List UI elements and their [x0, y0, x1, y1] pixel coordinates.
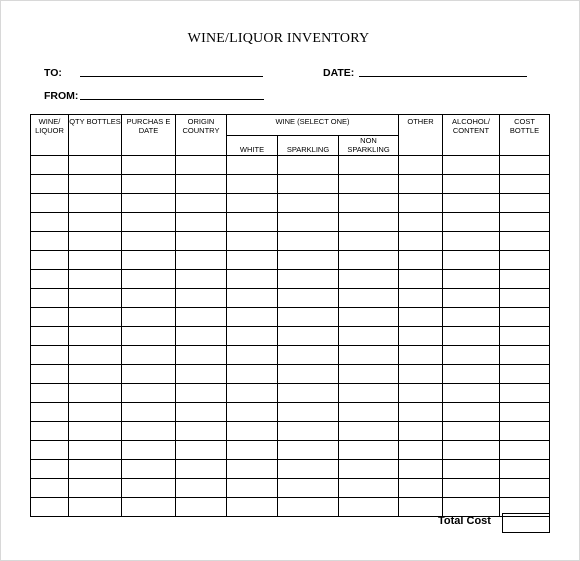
cell-origin-country[interactable] — [176, 441, 227, 460]
header-alcohol-content: ALCOHOL/ CONTENT — [443, 115, 500, 156]
cell-purchase-date[interactable] — [122, 365, 176, 384]
cell-other[interactable] — [399, 460, 443, 479]
from-field[interactable] — [80, 99, 264, 100]
cell-alcohol-content[interactable] — [443, 213, 500, 232]
cell-cost-bottle[interactable] — [500, 289, 550, 308]
cell-cost-bottle[interactable] — [500, 441, 550, 460]
cell-purchase-date[interactable] — [122, 384, 176, 403]
cell-origin-country[interactable] — [176, 251, 227, 270]
cell-cost-bottle[interactable] — [500, 270, 550, 289]
cell-wine-liquor[interactable] — [31, 156, 69, 175]
inventory-table — [30, 114, 550, 517]
from-label: FROM: — [44, 90, 79, 102]
cell-sparkling[interactable] — [278, 289, 339, 308]
table-row — [31, 289, 550, 308]
cell-origin-country[interactable] — [176, 384, 227, 403]
cell-other[interactable] — [399, 251, 443, 270]
cell-sparkling[interactable] — [278, 175, 339, 194]
cell-cost-bottle[interactable] — [500, 175, 550, 194]
cell-qty-bottles[interactable] — [69, 479, 122, 498]
cell-other[interactable] — [399, 156, 443, 175]
form-title: WINE/LIQUOR INVENTORY — [187, 31, 370, 46]
cell-white[interactable] — [227, 479, 278, 498]
cell-wine-liquor[interactable] — [31, 270, 69, 289]
cell-sparkling[interactable] — [278, 365, 339, 384]
cell-purchase-date[interactable] — [122, 251, 176, 270]
cell-alcohol-content[interactable] — [443, 460, 500, 479]
cell-qty-bottles[interactable] — [69, 289, 122, 308]
cell-alcohol-content[interactable] — [443, 365, 500, 384]
cell-purchase-date[interactable] — [122, 422, 176, 441]
cell-non-sparkling[interactable] — [339, 175, 399, 194]
total-cost-label: Total Cost — [438, 515, 491, 527]
cell-qty-bottles[interactable] — [69, 422, 122, 441]
table-row — [31, 422, 550, 441]
cell-white[interactable] — [227, 251, 278, 270]
cell-origin-country[interactable] — [176, 346, 227, 365]
cell-white[interactable] — [227, 289, 278, 308]
date-label: DATE: — [323, 67, 355, 79]
cell-wine-liquor[interactable] — [31, 422, 69, 441]
to-field[interactable] — [80, 76, 263, 77]
cell-origin-country[interactable] — [176, 403, 227, 422]
cell-other[interactable] — [399, 289, 443, 308]
cell-sparkling[interactable] — [278, 156, 339, 175]
cell-wine-liquor[interactable] — [31, 479, 69, 498]
cell-alcohol-content[interactable] — [443, 327, 500, 346]
cell-wine-liquor[interactable] — [31, 498, 69, 517]
cell-purchase-date[interactable] — [122, 289, 176, 308]
cell-cost-bottle[interactable] — [500, 194, 550, 213]
table-row — [31, 232, 550, 251]
cell-sparkling[interactable] — [278, 327, 339, 346]
header-non-sparkling: NON SPARKLING — [339, 136, 399, 156]
table-row — [31, 384, 550, 403]
table-row — [31, 213, 550, 232]
cell-white[interactable] — [227, 175, 278, 194]
cell-qty-bottles[interactable] — [69, 213, 122, 232]
cell-alcohol-content[interactable] — [443, 498, 500, 517]
cell-other[interactable] — [399, 479, 443, 498]
cell-purchase-date[interactable] — [122, 175, 176, 194]
cell-alcohol-content[interactable] — [443, 479, 500, 498]
cell-cost-bottle[interactable] — [500, 460, 550, 479]
header-cost-bottle: COST BOTTLE — [500, 115, 550, 156]
cell-non-sparkling[interactable] — [339, 289, 399, 308]
cell-sparkling[interactable] — [278, 460, 339, 479]
cell-qty-bottles[interactable] — [69, 175, 122, 194]
cell-alcohol-content[interactable] — [443, 270, 500, 289]
cell-other[interactable] — [399, 232, 443, 251]
cell-cost-bottle[interactable] — [500, 384, 550, 403]
date-field[interactable] — [359, 76, 527, 77]
table-row — [31, 251, 550, 270]
cell-origin-country[interactable] — [176, 270, 227, 289]
cell-wine-liquor[interactable] — [31, 213, 69, 232]
cell-purchase-date[interactable] — [122, 308, 176, 327]
cell-non-sparkling[interactable] — [339, 194, 399, 213]
cell-alcohol-content[interactable] — [443, 289, 500, 308]
cell-cost-bottle[interactable] — [500, 403, 550, 422]
cell-cost-bottle[interactable] — [500, 479, 550, 498]
cell-non-sparkling[interactable] — [339, 479, 399, 498]
cell-non-sparkling[interactable] — [339, 232, 399, 251]
cell-white[interactable] — [227, 384, 278, 403]
cell-sparkling[interactable] — [278, 232, 339, 251]
table-row — [31, 346, 550, 365]
cell-origin-country[interactable] — [176, 365, 227, 384]
cell-white[interactable] — [227, 327, 278, 346]
cell-qty-bottles[interactable] — [69, 384, 122, 403]
cell-alcohol-content[interactable] — [443, 403, 500, 422]
cell-cost-bottle[interactable] — [500, 213, 550, 232]
cell-cost-bottle[interactable] — [500, 422, 550, 441]
header-white: WHITE — [227, 136, 278, 156]
header-purchase-date: PURCHAS E DATE — [122, 115, 176, 156]
header-wine-select: WINE (SELECT ONE) — [227, 115, 399, 136]
table-row — [31, 327, 550, 346]
cell-purchase-date[interactable] — [122, 156, 176, 175]
cell-other[interactable] — [399, 403, 443, 422]
cell-purchase-date[interactable] — [122, 403, 176, 422]
cell-non-sparkling[interactable] — [339, 460, 399, 479]
cell-other[interactable] — [399, 175, 443, 194]
table-row — [31, 498, 550, 517]
cell-wine-liquor[interactable] — [31, 251, 69, 270]
cell-wine-liquor[interactable] — [31, 346, 69, 365]
cell-purchase-date[interactable] — [122, 194, 176, 213]
cell-other[interactable] — [399, 327, 443, 346]
cell-non-sparkling[interactable] — [339, 270, 399, 289]
cell-purchase-date[interactable] — [122, 327, 176, 346]
cell-qty-bottles[interactable] — [69, 346, 122, 365]
cell-wine-liquor[interactable] — [31, 365, 69, 384]
cell-sparkling[interactable] — [278, 479, 339, 498]
cell-non-sparkling[interactable] — [339, 403, 399, 422]
cell-sparkling[interactable] — [278, 213, 339, 232]
cell-sparkling[interactable] — [278, 346, 339, 365]
cell-wine-liquor[interactable] — [31, 460, 69, 479]
header-wine-liquor: WINE/ LIQUOR — [31, 115, 69, 156]
header-qty-bottles: QTY BOTTLES — [69, 115, 122, 156]
cell-wine-liquor[interactable] — [31, 327, 69, 346]
cell-origin-country[interactable] — [176, 194, 227, 213]
header-other: OTHER — [399, 115, 443, 156]
cell-non-sparkling[interactable] — [339, 384, 399, 403]
cell-purchase-date[interactable] — [122, 441, 176, 460]
cell-other[interactable] — [399, 365, 443, 384]
cell-qty-bottles[interactable] — [69, 403, 122, 422]
cell-wine-liquor[interactable] — [31, 232, 69, 251]
cell-purchase-date[interactable] — [122, 479, 176, 498]
cell-white[interactable] — [227, 498, 278, 517]
cell-other[interactable] — [399, 270, 443, 289]
cell-white[interactable] — [227, 365, 278, 384]
table-row — [31, 403, 550, 422]
cell-white[interactable] — [227, 156, 278, 175]
cell-cost-bottle[interactable] — [500, 327, 550, 346]
table-row — [31, 365, 550, 384]
cell-alcohol-content[interactable] — [443, 441, 500, 460]
cell-purchase-date[interactable] — [122, 213, 176, 232]
cell-qty-bottles[interactable] — [69, 460, 122, 479]
cell-white[interactable] — [227, 441, 278, 460]
cell-origin-country[interactable] — [176, 175, 227, 194]
cell-origin-country[interactable] — [176, 460, 227, 479]
cell-origin-country[interactable] — [176, 156, 227, 175]
cell-non-sparkling[interactable] — [339, 441, 399, 460]
cell-origin-country[interactable] — [176, 308, 227, 327]
table-row — [31, 308, 550, 327]
to-label: TO: — [44, 67, 62, 79]
cell-other[interactable] — [399, 346, 443, 365]
cell-alcohol-content[interactable] — [443, 384, 500, 403]
cell-wine-liquor[interactable] — [31, 308, 69, 327]
cell-white[interactable] — [227, 270, 278, 289]
cell-other[interactable] — [399, 441, 443, 460]
cell-cost-bottle[interactable] — [500, 251, 550, 270]
cell-origin-country[interactable] — [176, 232, 227, 251]
cell-qty-bottles[interactable] — [69, 194, 122, 213]
cell-sparkling[interactable] — [278, 403, 339, 422]
cell-qty-bottles[interactable] — [69, 156, 122, 175]
cell-non-sparkling[interactable] — [339, 422, 399, 441]
header-sparkling: SPARKLING — [278, 136, 339, 156]
cell-qty-bottles[interactable] — [69, 327, 122, 346]
table-row — [31, 156, 550, 175]
cell-cost-bottle[interactable] — [500, 156, 550, 175]
cell-other[interactable] — [399, 213, 443, 232]
cell-cost-bottle[interactable] — [500, 365, 550, 384]
cell-sparkling[interactable] — [278, 384, 339, 403]
cell-qty-bottles[interactable] — [69, 498, 122, 517]
cell-alcohol-content[interactable] — [443, 422, 500, 441]
cell-qty-bottles[interactable] — [69, 251, 122, 270]
cell-white[interactable] — [227, 403, 278, 422]
cell-origin-country[interactable] — [176, 479, 227, 498]
cell-non-sparkling[interactable] — [339, 213, 399, 232]
cell-white[interactable] — [227, 422, 278, 441]
cell-wine-liquor[interactable] — [31, 175, 69, 194]
table-row — [31, 441, 550, 460]
cell-white[interactable] — [227, 460, 278, 479]
cell-cost-bottle[interactable] — [500, 346, 550, 365]
cell-purchase-date[interactable] — [122, 270, 176, 289]
cell-white[interactable] — [227, 194, 278, 213]
cell-alcohol-content[interactable] — [443, 308, 500, 327]
table-row — [31, 479, 550, 498]
cell-other[interactable] — [399, 308, 443, 327]
cell-non-sparkling[interactable] — [339, 365, 399, 384]
cell-origin-country[interactable] — [176, 422, 227, 441]
header-origin-country: ORIGIN COUNTRY — [176, 115, 227, 156]
cell-qty-bottles[interactable] — [69, 270, 122, 289]
cell-white[interactable] — [227, 346, 278, 365]
cell-qty-bottles[interactable] — [69, 308, 122, 327]
table-row — [31, 270, 550, 289]
cell-alcohol-content[interactable] — [443, 232, 500, 251]
cell-wine-liquor[interactable] — [31, 403, 69, 422]
cell-sparkling[interactable] — [278, 194, 339, 213]
cell-qty-bottles[interactable] — [69, 365, 122, 384]
cell-alcohol-content[interactable] — [443, 251, 500, 270]
cell-purchase-date[interactable] — [122, 232, 176, 251]
cell-alcohol-content[interactable] — [443, 346, 500, 365]
cell-non-sparkling[interactable] — [339, 308, 399, 327]
cell-purchase-date[interactable] — [122, 346, 176, 365]
cell-cost-bottle[interactable] — [500, 308, 550, 327]
cell-non-sparkling[interactable] — [339, 346, 399, 365]
cell-wine-liquor[interactable] — [31, 384, 69, 403]
cell-purchase-date[interactable] — [122, 460, 176, 479]
cell-wine-liquor[interactable] — [31, 441, 69, 460]
cell-wine-liquor[interactable] — [31, 289, 69, 308]
cell-sparkling[interactable] — [278, 251, 339, 270]
cell-wine-liquor[interactable] — [31, 194, 69, 213]
cell-origin-country[interactable] — [176, 213, 227, 232]
cell-sparkling[interactable] — [278, 498, 339, 517]
cell-non-sparkling[interactable] — [339, 156, 399, 175]
cell-origin-country[interactable] — [176, 289, 227, 308]
cell-alcohol-content[interactable] — [443, 175, 500, 194]
cell-sparkling[interactable] — [278, 422, 339, 441]
cell-non-sparkling[interactable] — [339, 327, 399, 346]
cell-sparkling[interactable] — [278, 441, 339, 460]
cell-origin-country[interactable] — [176, 327, 227, 346]
cell-cost-bottle[interactable] — [500, 232, 550, 251]
cell-alcohol-content[interactable] — [443, 194, 500, 213]
cell-other[interactable] — [399, 498, 443, 517]
cell-purchase-date[interactable] — [122, 498, 176, 517]
cell-white[interactable] — [227, 232, 278, 251]
cell-qty-bottles[interactable] — [69, 232, 122, 251]
cell-white[interactable] — [227, 308, 278, 327]
cell-sparkling[interactable] — [278, 270, 339, 289]
cell-origin-country[interactable] — [176, 498, 227, 517]
table-row — [31, 175, 550, 194]
cell-other[interactable] — [399, 422, 443, 441]
cell-other[interactable] — [399, 194, 443, 213]
total-cost-field[interactable] — [502, 513, 550, 533]
table-row — [31, 460, 550, 479]
cell-qty-bottles[interactable] — [69, 441, 122, 460]
cell-alcohol-content[interactable] — [443, 156, 500, 175]
cell-white[interactable] — [227, 213, 278, 232]
cell-non-sparkling[interactable] — [339, 498, 399, 517]
cell-non-sparkling[interactable] — [339, 251, 399, 270]
cell-sparkling[interactable] — [278, 308, 339, 327]
cell-other[interactable] — [399, 384, 443, 403]
table-row — [31, 194, 550, 213]
